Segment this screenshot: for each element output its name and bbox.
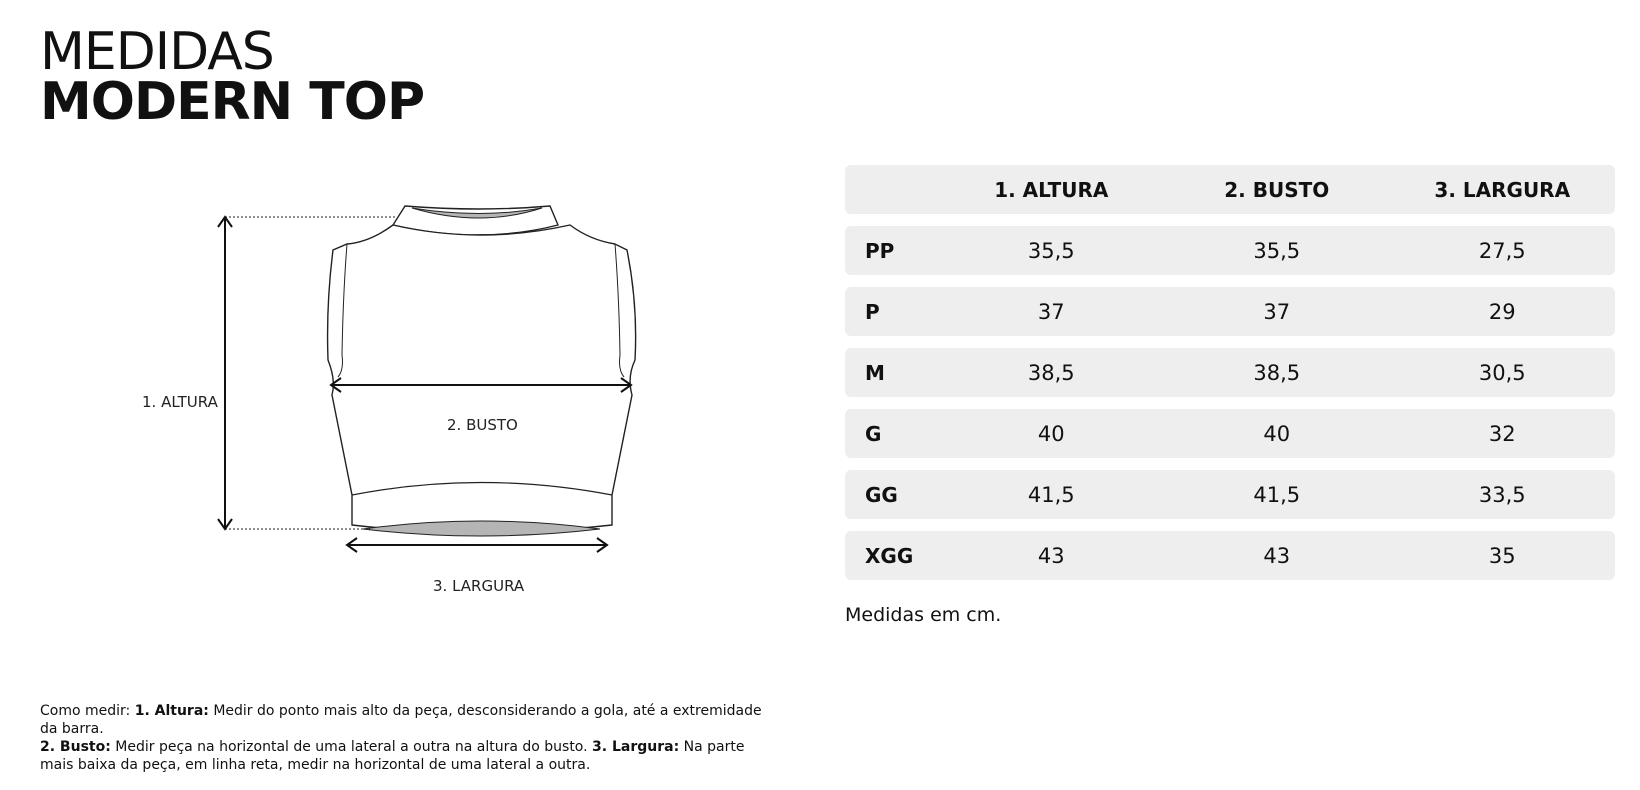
garment-diagram bbox=[130, 195, 650, 615]
size-table bbox=[845, 165, 1615, 592]
table-header-row bbox=[845, 165, 1615, 214]
size-cell: P bbox=[865, 299, 880, 324]
size-cell: GG bbox=[865, 482, 898, 507]
largura-cell: 27,5 bbox=[1478, 238, 1526, 263]
howto-busto-label: 2. Busto: bbox=[40, 739, 111, 755]
unit-note: Medidas em cm. bbox=[845, 604, 1002, 626]
size-cell: PP bbox=[865, 238, 895, 263]
altura-cell: 41,5 bbox=[1027, 482, 1075, 507]
page-title-line2: MODERN TOP bbox=[40, 72, 425, 132]
altura-cell: 43 bbox=[1037, 543, 1065, 568]
size-cell: G bbox=[865, 421, 882, 446]
altura-label: 1. ALTURA bbox=[142, 393, 218, 411]
howto-largura-text: Na parte mais baixa da peça, em linha reta, medir na horizontal de uma lateral a outra. bbox=[40, 739, 745, 773]
busto-label: 2. BUSTO bbox=[447, 416, 518, 434]
largura-cell: 35 bbox=[1488, 543, 1516, 568]
header-largura: 3. LARGURA bbox=[1434, 177, 1571, 202]
altura-cell: 38,5 bbox=[1027, 360, 1075, 385]
largura-cell: 33,5 bbox=[1478, 482, 1526, 507]
table-row bbox=[845, 226, 1615, 275]
busto-cell: 40 bbox=[1263, 421, 1291, 446]
altura-cell: 37 bbox=[1037, 299, 1065, 324]
table-row bbox=[845, 287, 1615, 336]
busto-cell: 37 bbox=[1263, 299, 1291, 324]
page-title-line1: MEDIDAS bbox=[40, 22, 274, 82]
how-to-measure-text bbox=[40, 702, 780, 774]
table-row bbox=[845, 409, 1615, 458]
size-cell: M bbox=[865, 360, 885, 385]
howto-largura-label: 3. Largura: bbox=[592, 739, 680, 755]
table-row bbox=[845, 470, 1615, 519]
busto-cell: 43 bbox=[1263, 543, 1291, 568]
howto-intro: Como medir: bbox=[40, 703, 135, 719]
size-cell: XGG bbox=[865, 543, 914, 568]
altura-cell: 35,5 bbox=[1027, 238, 1075, 263]
largura-label: 3. LARGURA bbox=[433, 577, 525, 595]
busto-cell: 38,5 bbox=[1253, 360, 1301, 385]
howto-altura-label: 1. Altura: bbox=[134, 703, 209, 719]
table-row bbox=[845, 531, 1615, 580]
header-busto: 2. BUSTO bbox=[1224, 177, 1330, 202]
largura-cell: 30,5 bbox=[1478, 360, 1526, 385]
header-altura: 1. ALTURA bbox=[994, 177, 1109, 202]
busto-cell: 41,5 bbox=[1253, 482, 1301, 507]
largura-cell: 32 bbox=[1488, 421, 1516, 446]
busto-cell: 35,5 bbox=[1253, 238, 1301, 263]
altura-cell: 40 bbox=[1037, 421, 1065, 446]
howto-altura-text: Medir do ponto mais alto da peça, desconsiderando a gola, até a extremidade da barra. bbox=[40, 703, 762, 737]
largura-cell: 29 bbox=[1488, 299, 1516, 324]
table-row bbox=[845, 348, 1615, 397]
howto-busto-text: Medir peça na horizontal de uma lateral a outra na altura do busto. bbox=[110, 739, 593, 755]
